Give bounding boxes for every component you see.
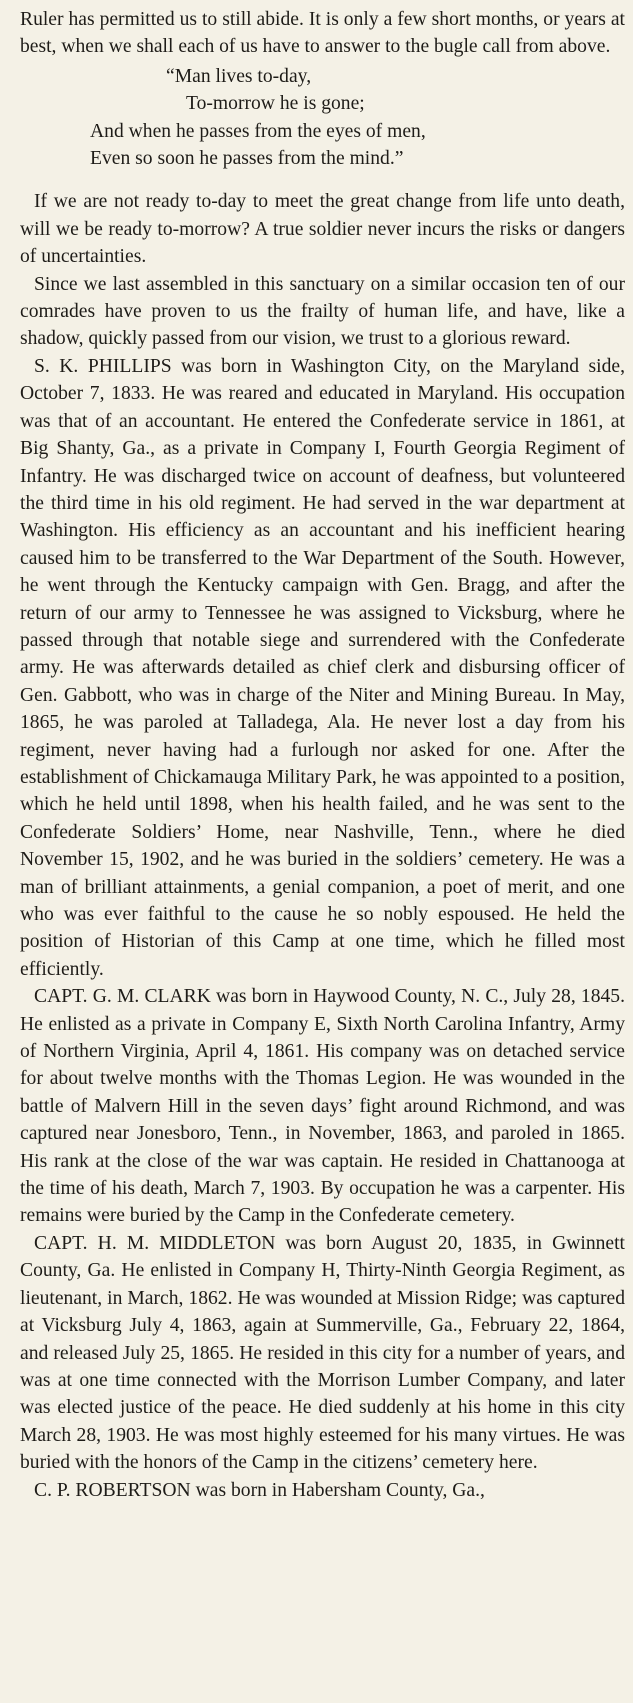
- opening-paragraph: Ruler has permitted us to still abide. It is only a few short months, or years at best, when we shall each of us have to answer to the bugle call from above.: [20, 9, 625, 58]
- section-spacer: [20, 174, 625, 188]
- readiness-paragraph: If we are not ready to-day to meet the great change from life unto death, will we be ready to-morrow? A true soldier never incurs the risks or dangers of uncertainties.: [20, 191, 625, 268]
- sanctuary-paragraph: Since we last assembled in this sanctuary on a similar occasion ten of our comrades have proven to us the frailty of human life, and have, like a shadow, quickly passed from our vision, we trust to a glorious reward.: [20, 273, 625, 350]
- poem-stanza: [90, 63, 625, 173]
- poem-line: Even so soon he passes from the mind.”: [90, 148, 404, 170]
- obituary-middleton: CAPT. H. M. MIDDLETON was born August 20, 1835, in Gwinnett County, Ga. He enlisted in Company H, Thirty-Ninth Georgia Regiment, as lieutenant, in March, 1862. He was wounded at Mission Ridge; was captured at Vicksburg July 4, 1863, again at Summerville, Ga., February 22, 1864, and released July 25, 1865. He resided in this city for a number of years, and was at one time connected with the Morrison Lumber Company, and later was elected justice of the peace. He died suddenly at his home in this city March 28, 1903. He was most highly esteemed for his many virtues. He was buried with the honors of the Camp in the citizens’ cemetery here.: [20, 1232, 625, 1474]
- poem-line: “Man lives to-day,: [166, 65, 312, 87]
- obituary-robertson: C. P. ROBERTSON was born in Habersham County, Ga.,: [34, 1479, 485, 1501]
- obituary-clark: CAPT. G. M. CLARK was born in Haywood County, N. C., July 28, 1845. He enlisted as a private in Company E, Sixth North Carolina Infantry, Army of Northern Virginia, April 4, 1861. His company was on detached service for about twelve months with the Thomas Legion. He was wounded in the battle of Malvern Hill in the seven days’ fight around Richmond, and was captured near Jonesboro, Tenn., in November, 1863, and paroled in 1865. His rank at the close of the war was captain. He resided in Chattanooga at the time of his death, March 7, 1903. By occupation he was a carpenter. His remains were buried by the Camp in the Confederate cemetery.: [20, 986, 625, 1227]
- poem-line: To-morrow he is gone;: [186, 93, 365, 115]
- poem-line: And when he passes from the eyes of men,: [90, 120, 426, 142]
- obituary-phillips: S. K. PHILLIPS was born in Washington City, on the Maryland side, October 7, 1833. He was reared and educated in Maryland. His occupation was that of an accountant. He entered the Confederate service in 1861, at Big Shanty, Ga., as a private in Company I, Fourth Georgia Regiment of Infantry. He was discharged twice on account of deafness, but volunteered the third time in his old regiment. He had served in the war department at Washington. His efficiency as an accountant and his inefficient hearing caused him to be transferred to the War Department of the South. However, he went through the Kentucky campaign with Gen. Bragg, and after the return of our army to Tennessee he was assigned to Vicksburg, where he passed through that notable siege and surrendered with the Confederate army. He was afterwards detailed as chief clerk and disbursing officer of Gen. Gabbott, who was in charge of the Niter and Mining Bureau. In May, 1865, he was paroled at Talladega, Ala. He never lost a day from his regiment, never having had a furlough nor asked for one. After the establishment of Chickamauga Military Park, he was appointed to a position, which he held until 1898, when his health failed, and he was sent to the Confederate Soldiers’ Home, near Nashville, Tenn., where he died November 15, 1902, and he was buried in the soldiers’ cemetery. He was a man of brilliant attainments, a genial companion, a poet of merit, and one who was ever faithful to the cause he so nobly espoused. He held the position of Historian of this Camp at one time, which he filled most efficiently.: [20, 355, 625, 980]
